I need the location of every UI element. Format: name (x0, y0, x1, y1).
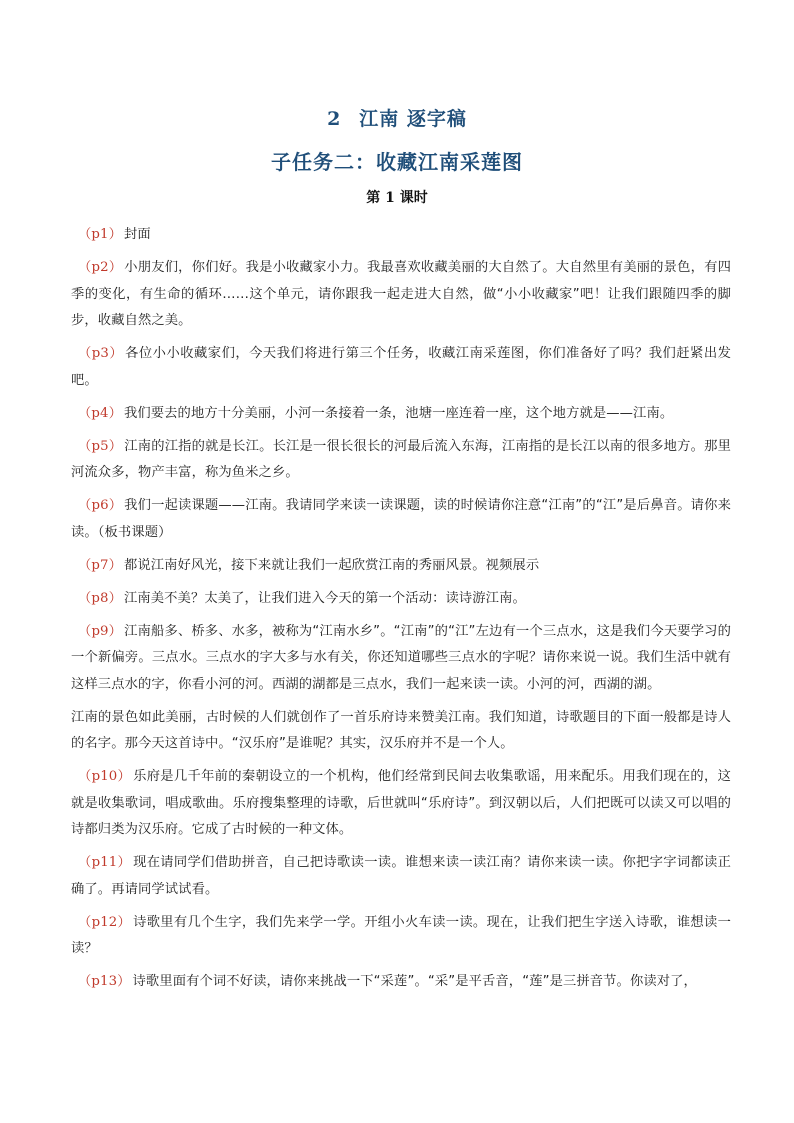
paragraph-text: 封面 (123, 227, 151, 242)
paragraph-text: 江南的江指的就是长江。长江是一很长很长的河最后流入东海，江南指的是长江以南的很多地方。那里河流众多，物产丰富，称为鱼米之乡。 (71, 438, 731, 480)
paragraph-p12 (71, 910, 731, 963)
paragraph-text: 我们要去的地方十分美丽，小河一条接着一条，池塘一座连着一座，这个地方就是——江南。 (123, 405, 674, 421)
page-tag: （p12） (78, 914, 132, 930)
paragraph-p2 (71, 255, 731, 335)
paragraph-text: 我们一起读课题——江南。我请同学来读一读课题，读的时候请你注意“江南”的“江”是后鼻音。请你来读。（板书课题） (71, 498, 731, 540)
paragraph-untagged (71, 705, 731, 758)
paragraph-text: 现在请同学们借助拼音，自己把诗歌读一读。谁想来读一读江南？请你来读一读。你把字字词都读正确了。再请同学试试看。 (71, 855, 731, 897)
paragraph-p8 (71, 586, 731, 613)
page-tag: （p11） (78, 855, 132, 870)
page-tag: （p1） (78, 227, 122, 242)
page-tag: （p2） (78, 260, 123, 275)
paragraph-text: 江南的景色如此美丽，古时候的人们就创作了一首乐府诗来赞美江南。我们知道，诗歌题目的下面一般都是诗人的名字。那今天这首诗中。“汉乐府”是谁呢？其实，汉乐府并不是一个人。 (71, 709, 731, 751)
page-tag: （p10） (78, 769, 132, 784)
paragraph-p13 (71, 969, 731, 996)
lesson-title-text: 江南 逐字稿 (359, 108, 467, 130)
paragraph-text: 江南船多、桥多、水多，被称为“江南水乡”。“江南”的“江”左边有一个三点水，这是我们今天要学习的一个新偏旁。三点水。三点水的字大多与水有关，你还知道哪些三点水的字呢？请你来说一说。我们生活中就有这样三点水的字，你看小河的河。西湖的湖都是三点水，我们一起来读一读。小河的河，西湖的湖。 (71, 623, 732, 692)
paragraph-p6 (71, 493, 731, 546)
script-body (71, 222, 731, 1002)
paragraph-text: 乐府是几千年前的秦朝设立的一个机构，他们经常到民间去收集歌谣，用来配乐。用我们现在的，这就是收集歌词，唱成歌曲。乐府搜集整理的诗歌，后世就叫“乐府诗”。到汉朝以后，人们把既可以读又可以唱的诗都归类为汉乐府。它成了古时候的一种文体。 (71, 769, 731, 837)
paragraph-p11 (71, 850, 731, 903)
paragraph-text: 诗歌里有几个生字，我们先来学一学。开组小火车读一读。现在，让我们把生字送入诗歌，谁想读一读？ (71, 914, 731, 956)
paragraph-text: 诗歌里面有个词不好读，请你来挑战一下“采莲”。“采”是平舌音，“莲”是三拼音节。你读对了， (132, 974, 697, 989)
period-label: 第 1 课时 (366, 190, 428, 206)
paragraph-text: 江南美不美？太美了，让我们进入今天的第一个活动：读诗游江南。 (123, 590, 526, 606)
paragraph-text: 各位小小收藏家们，今天我们将进行第三个任务，收藏江南采莲图，你们准备好了吗？我们赶紧出发吧。 (71, 346, 732, 388)
paragraph-text: 都说江南好风光，接下来就让我们一起欣赏江南的秀丽风景。视频展示 (123, 557, 540, 573)
paragraph-p3 (71, 341, 731, 394)
paragraph-p10 (71, 764, 731, 844)
lesson-number: 2 (327, 108, 342, 130)
paragraph-p5 (71, 434, 731, 487)
page-tag: （p5） (78, 438, 123, 454)
paragraph-p1 (71, 222, 731, 249)
page-tag: （p8） (78, 590, 122, 606)
page-tag: （p13） (78, 974, 131, 989)
task-title: 子任务二：收藏江南采莲图 (271, 150, 523, 174)
paragraph-p9 (71, 619, 731, 699)
page-tag: （p6） (78, 498, 123, 513)
page-tag: （p3） (78, 346, 124, 361)
page-tag: （p4） (78, 405, 122, 421)
page-tag: （p7） (78, 557, 122, 573)
page-tag: （p9） (78, 623, 123, 639)
lesson-title (0, 104, 794, 131)
paragraph-p7 (71, 553, 731, 580)
paragraph-p4 (71, 401, 731, 428)
paragraph-text: 小朋友们，你们好。我是小收藏家小力。我最喜欢收藏美丽的大自然了。大自然里有美丽的景色，有四季的变化，有生命的循环……这个单元，请你跟我一起走进大自然，做“小小收藏家”吧！让我们跟随四季的脚步，收藏自然之美。 (71, 260, 731, 328)
